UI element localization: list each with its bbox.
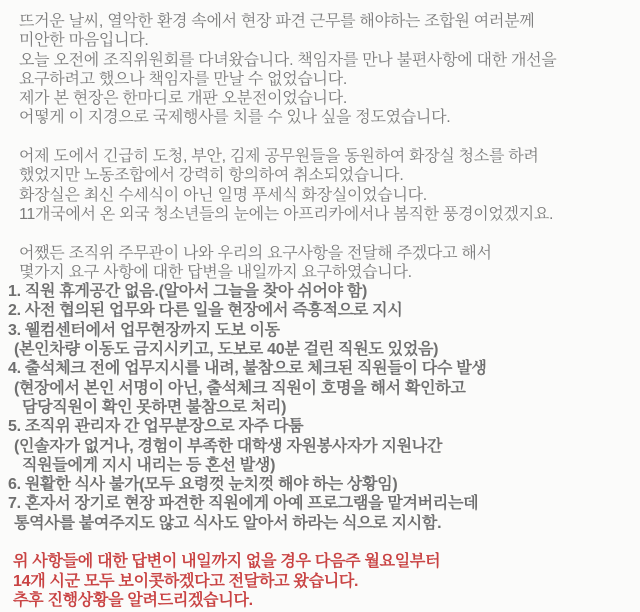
text-line: 요구하려고 했으나 책임자를 만날 수 없었습니다. [19, 70, 347, 88]
text-line: 14개 시군 모두 보이콧하겠다고 전달하고 왔습니다. [13, 572, 359, 590]
text-line: 담당직원이 확인 못하면 불참으로 처리) [22, 398, 287, 416]
text-line: 11개국에서 온 외국 청소년들의 눈에는 아프리카에서나 봄직한 풍경이었겠지요. [19, 205, 554, 223]
text-line: 몇가지 요구 사항에 대한 답변을 내일까지 요구하였습니다. [19, 263, 412, 281]
text-line: 화장실은 최신 수세식이 아닌 일명 푸세식 화장실이었습니다. [19, 186, 427, 204]
text-line: 6. 원활한 식사 불가(모두 요령껏 눈치껏 해야 하는 상황임) [8, 476, 398, 494]
text-line: 7. 혼자서 장기로 현장 파견한 직원에게 아예 프로그램을 맡겨버리는데 [8, 495, 479, 513]
text-line: 뜨거운 날씨, 열악한 환경 속에서 현장 파견 근무를 해야하는 조합원 여러분께 [19, 13, 535, 30]
text-line: 위 사항들에 대한 답변이 내일까지 없을 경우 다음주 월요일부터 [13, 553, 441, 571]
text-line: 어제 도에서 긴급히 도청, 부안, 김제 공무원들을 동원하여 화장실 청소를 하려 [19, 148, 539, 166]
text-line: 추후 진행상황을 알려드리겠습니다. [13, 591, 253, 609]
paragraph-gap [0, 224, 640, 243]
text-line: 5. 조직위 관리자 간 업무분장으로 자주 다툼 [8, 418, 304, 436]
text-lines-container [0, 12, 640, 610]
text-line: 1. 직원 휴게공간 없음.(알아서 그늘을 찾아 쉬어야 함) [8, 283, 368, 301]
paragraph-gap [0, 533, 640, 552]
text-line: (인솔자가 없거나, 경험이 부족한 대학생 자원봉사자가 지원나간 [14, 437, 443, 455]
paragraph-gap [0, 128, 640, 147]
text-line: 오늘 오전에 조직위원회를 다녀왔습니다. 책임자를 만나 불편사항에 대한 개선을 [19, 51, 557, 69]
text-line: 미안한 마음입니다. [19, 32, 149, 50]
text-line: 했었지만 노동조합에서 강력히 항의하여 취소되었습니다. [19, 167, 404, 185]
text-line: (현장에서 본인 서명이 아닌, 출석체크 직원이 호명을 해서 확인하고 [14, 379, 466, 397]
text-line: 4. 출석체크 전에 업무지시를 내려, 불참으로 체크된 직원들이 다수 발생 [8, 360, 487, 378]
text-line: 3. 웰컴센터에서 업무현장까지 도보 이동 [8, 321, 280, 339]
text-line: 통역사를 붙여주지도 않고 식사도 알아서 하라는 식으로 지시함. [14, 514, 442, 532]
text-line: 2. 사전 협의된 업무와 다른 일을 현장에서 즉흥적으로 지시 [8, 302, 403, 320]
text-line: 어떻게 이 지경으로 국제행사를 치를 수 있나 싶을 정도였습니다. [19, 109, 451, 127]
text-line: 제가 본 현장은 한마디로 개판 오분전이었습니다. [19, 90, 347, 108]
text-line: (본인차량 이동도 금지시키고, 도보로 40분 걸린 직원도 있었음) [14, 341, 439, 359]
text-line: 어쨌든 조직위 주무관이 나와 우리의 요구사항을 전달해 주겠다고 해서 [19, 244, 492, 262]
text-line: 직원들에게 지시 내리는 등 혼선 발생) [22, 456, 276, 474]
